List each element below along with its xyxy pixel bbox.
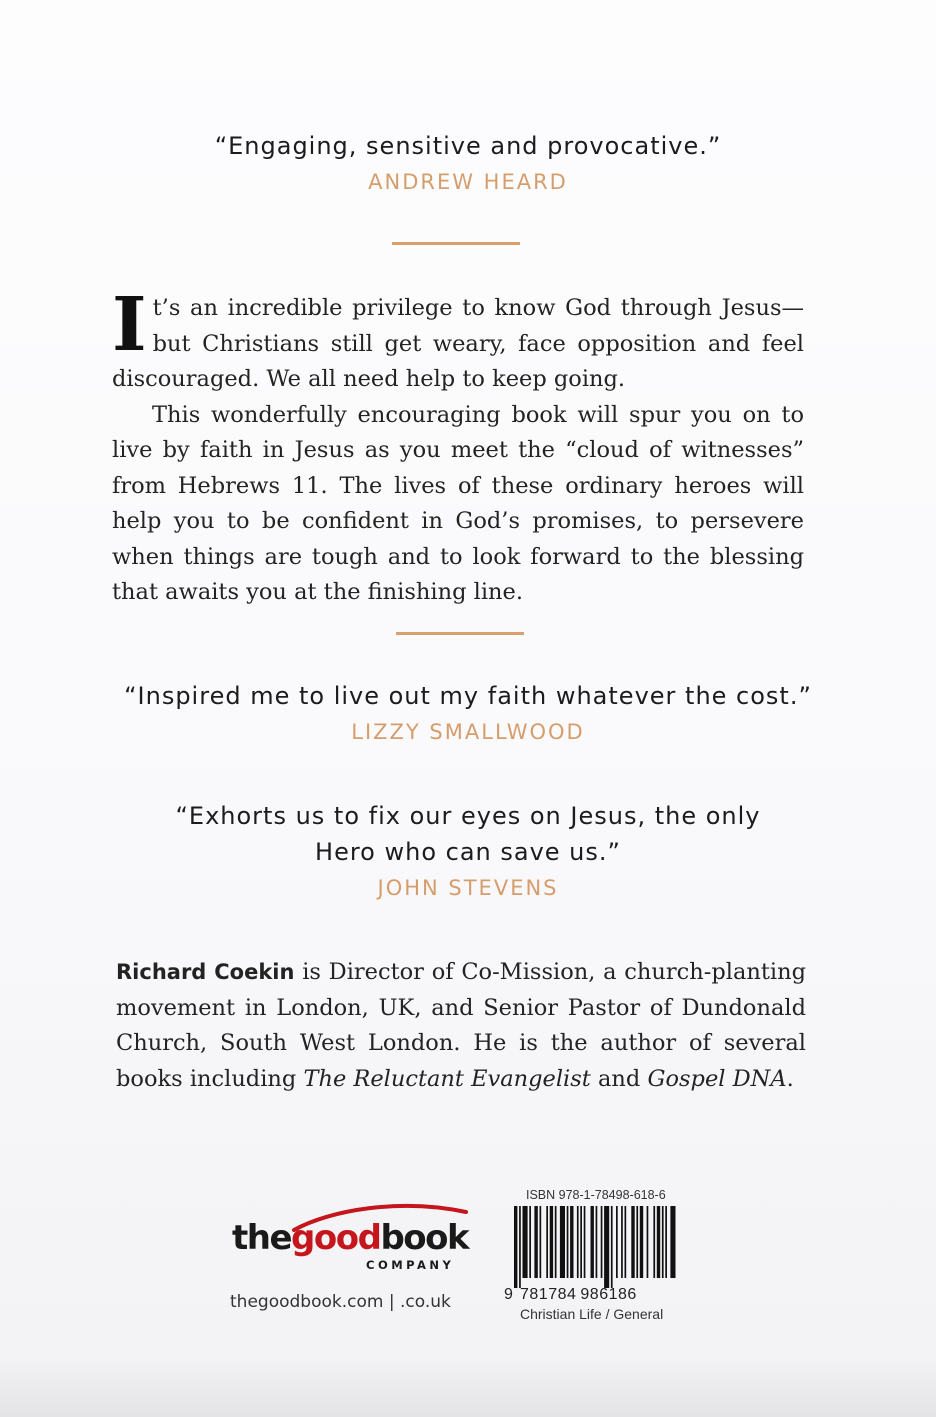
endorsement-quote: “Engaging, sensitive and provocative.” [214,132,722,160]
barcode-bar [611,1206,613,1288]
barcode-bar [567,1206,569,1278]
barcode-bar [653,1206,655,1278]
endorsement-john-stevens [60,798,876,900]
barcode-bar [546,1206,548,1278]
barcode-bar [519,1206,521,1288]
drop-cap: I [112,282,147,368]
barcode-bar [616,1206,618,1278]
author-name: Richard Coekin [116,960,295,984]
endorsement-quote-line-1: “Exhorts us to fix our eyes on Jesus, the only [175,802,761,830]
wordmark-book: book [380,1218,469,1258]
endorsement-lizzy-smallwood [60,678,876,744]
barcode-bar [596,1206,598,1278]
barcode-bar [540,1206,542,1278]
barcode-bar [647,1206,649,1278]
publisher-company: COMPANY [366,1258,455,1272]
endorsement-quote: “Inspired me to live out my faith whatever the cost.” [124,682,812,710]
barcode-right-digits: 986186 [580,1286,637,1303]
blurb-paragraph-2: This wonderfully encouraging book will spur you on to live by faith in Jesus as you meet the “cloud of witnesses” from Hebrews 11. The lives of these ordinary heroes will help you to be confident in God’s promises, to persevere when things are tough and to look forward to the blessing that awaits you at the finishing line. [112,401,804,605]
endorsement-quote-line-2: Hero who can save us.” [315,838,621,866]
barcode-bar [601,1206,603,1278]
barcode-bar [514,1206,517,1288]
book-category: Christian Life / General [520,1306,664,1322]
wordmark-the: the [232,1218,292,1258]
endorsement-author: LIZZY SMALLWOOD [351,720,585,744]
barcode-bar [584,1206,586,1278]
barcode-bar [550,1206,553,1278]
barcode-bar [604,1206,609,1288]
barcode [504,1188,694,1322]
blurb-paragraph-1: t’s an incredible privilege to know God through Jesus—but Christians still get weary, face opposition and feel discouraged. We all need help to keep going. [112,295,804,392]
barcode-bar [560,1206,565,1278]
barcode-bar [636,1206,638,1278]
book-title-reluctant-evangelist: The Reluctant Evangelist [303,1065,591,1092]
endorsement-author: ANDREW HEARD [368,170,568,194]
divider-rule [392,242,520,245]
wordmark-good: good [291,1218,381,1258]
barcode-bar [662,1206,664,1278]
barcode-bar [657,1206,660,1278]
bio-end: . [786,1065,794,1092]
barcode-bar [580,1206,582,1278]
isbn-label: ISBN 978-1-78498-618-6 [526,1188,666,1202]
barcode-bar [665,1206,667,1278]
barcode-digits [504,1286,694,1304]
divider-rule [396,632,524,635]
endorsement-andrew-heard [60,128,876,194]
book-blurb [112,282,804,611]
publisher-url: thegoodbook.com | .co.uk [230,1292,451,1312]
bio-text: is Director of Co-Mission, a church-planting movement in London, UK, and Senior Pastor of Dundonald Church, South West London. He is the author of several books including [116,959,806,1092]
barcode-bar [640,1206,643,1278]
barcode-bar [534,1206,537,1278]
barcode-bar [529,1206,531,1278]
author-bio [116,955,806,1097]
barcode-bar [631,1206,634,1278]
endorsement-author: JOHN STEVENS [377,876,559,900]
publisher-wordmark [232,1218,468,1258]
barcode-bars-icon [504,1206,680,1288]
barcode-bar [621,1206,623,1278]
barcode-bar [591,1206,594,1278]
barcode-bar [570,1206,573,1278]
book-title-gospel-dna: Gospel DNA [647,1065,787,1092]
barcode-lead-digit: 9 [504,1286,514,1303]
barcode-bar [625,1206,627,1278]
barcode-bar [523,1206,528,1278]
barcode-left-digits: 781784 [520,1286,577,1303]
barcode-bar [555,1206,557,1278]
barcode-bar [577,1206,579,1278]
bio-connector: and [590,1065,648,1092]
barcode-bar [670,1206,675,1278]
